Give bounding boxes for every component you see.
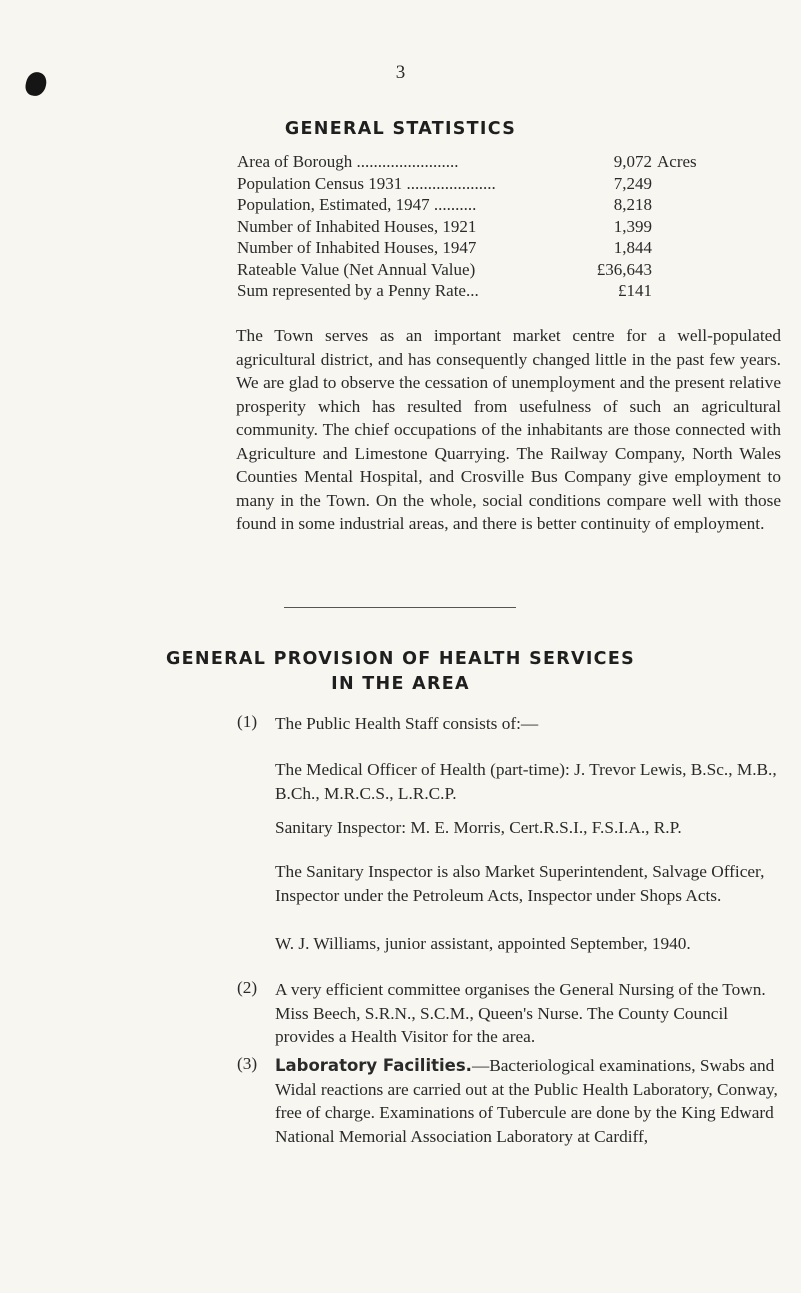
page-number: 3 — [395, 62, 406, 83]
stat-value: 1,844 — [613, 238, 652, 257]
item-number-2: (2) — [237, 978, 258, 997]
stat-row — [237, 260, 697, 282]
section-divider — [284, 607, 516, 608]
laboratory-text: —Bacteriological examinations, Swabs and Widal reactions are carried out at the Public Health Laboratory, Conway, free of charge. Examinations of Tubercule are done by the King Edward National Memorial Association Laboratory at Cardiff, — [275, 1056, 778, 1146]
stat-row — [237, 174, 697, 196]
sanitary-inspector-entry: Sanitary Inspector: M. E. Morris, Cert.R.S.I., F.S.I.A., R.P. — [275, 818, 682, 837]
stat-value: 7,249 — [613, 173, 652, 193]
laboratory-entry — [275, 1054, 783, 1148]
town-description-paragraph: The Town serves as an important market centre for a well-populated agricultural district, and has consequently changed little in the past few years. We are glad to observe the cessation of unemployment and the present relative prosperity which has resulted from usefulness of such an agricultural community. The chief occupations of the inhabitants are those connected with Agriculture and Limestone Quarrying. The Railway Company, North Wales Counties Mental Hospital, and Crosville Bus Company give employment to many in the Town. On the whole, social conditions compare well with those found in some industrial areas, and there is better continuity of employment. — [236, 326, 781, 533]
medical-officer-entry: The Medical Officer of Health (part-time): J. Trevor Lewis, B.Sc., M.B., B.Ch., M.R.C.S., L.R.C.P. — [275, 760, 777, 803]
stat-value: 9,072 — [613, 152, 652, 171]
item-number-1: (1) — [237, 712, 258, 731]
inspector-duties-entry: The Sanitary Inspector is also Market Superintendent, Salvage Officer, Inspector under the Petroleum Acts, Inspector under Shops Acts. — [275, 862, 765, 905]
assistant-entry: W. J. Williams, junior assistant, appointed September, 1940. — [275, 934, 691, 953]
laboratory-heading: Laboratory Facilities. — [275, 1056, 472, 1075]
stat-unit: Acres — [657, 152, 697, 171]
stat-value: 8,218 — [613, 195, 652, 214]
stat-label: Sum represented by a Penny Rate... — [237, 281, 479, 300]
statistics-table — [237, 152, 697, 303]
stat-label: Population, Estimated, 1947 .......... — [237, 195, 477, 214]
section-title: GENERAL PROVISION OF HEALTH SERVICES — [166, 649, 635, 669]
stat-row — [237, 217, 697, 239]
stat-label: Population Census 1931 ..................... — [237, 173, 496, 193]
nursing-entry: A very efficient committee organises the General Nursing of the Town. Miss Beech, S.R.N., S.C.M., Queen's Nurse. The County Council provides a Health Visitor for the area. — [275, 980, 766, 1046]
page-title: GENERAL STATISTICS — [284, 119, 517, 139]
stat-row — [237, 281, 697, 303]
stat-row — [237, 152, 697, 174]
stat-value: 1,399 — [613, 216, 652, 236]
stat-row — [237, 195, 697, 217]
stat-row — [237, 238, 697, 260]
stat-label: Number of Inhabited Houses, 1947 — [237, 238, 477, 257]
stat-label: Area of Borough ........................ — [237, 152, 459, 171]
stat-value: £141 — [618, 281, 652, 300]
item-number-3: (3) — [237, 1054, 258, 1073]
section-subtitle: IN THE AREA — [331, 674, 470, 694]
stat-value: £36,643 — [596, 259, 652, 279]
staff-intro: The Public Health Staff consists of:— — [275, 714, 539, 733]
stat-label: Rateable Value (Net Annual Value) — [237, 259, 476, 279]
stat-label: Number of Inhabited Houses, 1921 — [237, 216, 477, 236]
